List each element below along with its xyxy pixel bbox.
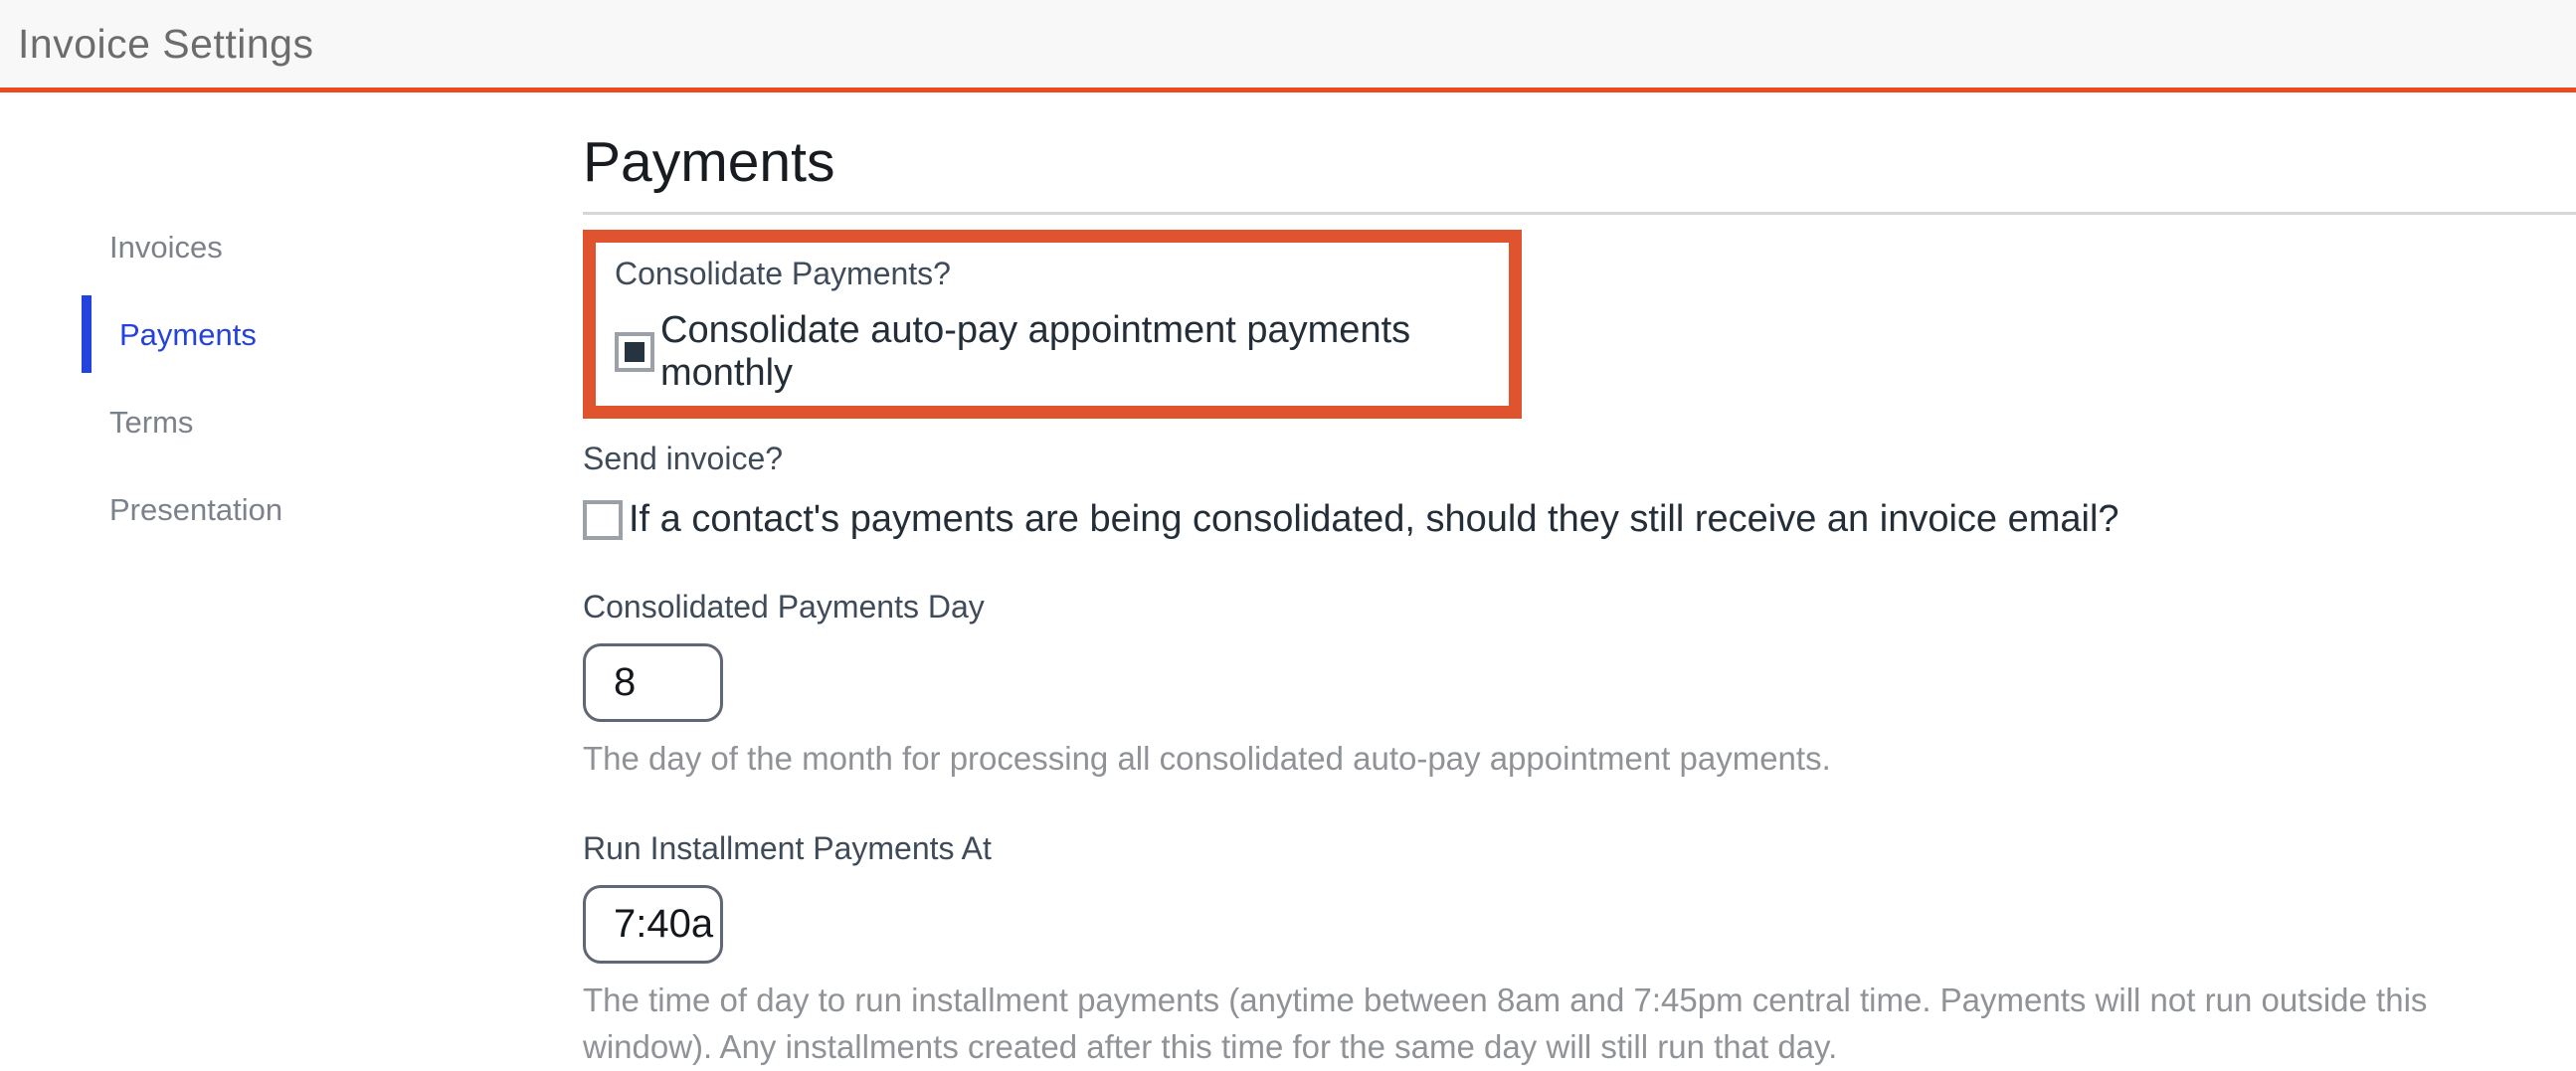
sidebar-item-presentation[interactable] [82,466,583,554]
section-title: Payments [583,130,835,194]
section-divider [583,212,2576,215]
sidebar-item-payments[interactable] [82,291,583,379]
installment-time-group [583,830,2526,1071]
send-invoice-checkbox-row [583,498,2526,541]
sidebar-item-invoices[interactable] [82,204,583,291]
payments-settings-panel [583,92,2576,1071]
payments-day-help: The day of the month for processing all consolidated auto-pay appointment payments. [583,740,1831,777]
send-invoice-checkbox-label: If a contact's payments are being consolidated, should they still receive an invoice email? [629,498,2119,540]
sidebar-item-label: Presentation [109,492,283,527]
sidebar-item-terms[interactable] [82,379,583,466]
page-title: Invoice Settings [18,20,314,67]
consolidate-checkbox-label: Consolidate auto-pay appointment payments monthly [660,309,1411,394]
payments-day-label: Consolidated Payments Day [583,589,985,625]
checkbox-checked-mark [625,342,644,362]
sidebar [0,92,583,1071]
installment-time-input[interactable] [583,885,723,964]
consolidate-payments-label: Consolidate Payments? [615,256,951,291]
consolidated-payments-day-group [583,589,2526,783]
sidebar-item-label: Payments [119,317,257,352]
consolidate-checkbox[interactable] [615,332,654,372]
send-invoice-checkbox[interactable] [583,500,623,540]
sidebar-item-label: Invoices [109,230,223,265]
consolidate-payments-highlight [583,230,1522,419]
consolidate-checkbox-row [615,309,1489,395]
sidebar-item-label: Terms [109,405,194,440]
payments-day-input[interactable] [583,643,723,722]
installment-time-label: Run Installment Payments At [583,829,992,866]
content [0,92,2576,1071]
send-invoice-label: Send invoice? [583,441,784,476]
installment-time-help: The time of day to run installment payments (anytime between 8am and 7:45pm central time. Payments will not run outside this window). Any installments created after this time for the same day will still run that day. [583,981,2428,1065]
settings-nav [82,204,583,554]
active-indicator-bar [82,295,92,373]
app-header [0,0,2576,92]
